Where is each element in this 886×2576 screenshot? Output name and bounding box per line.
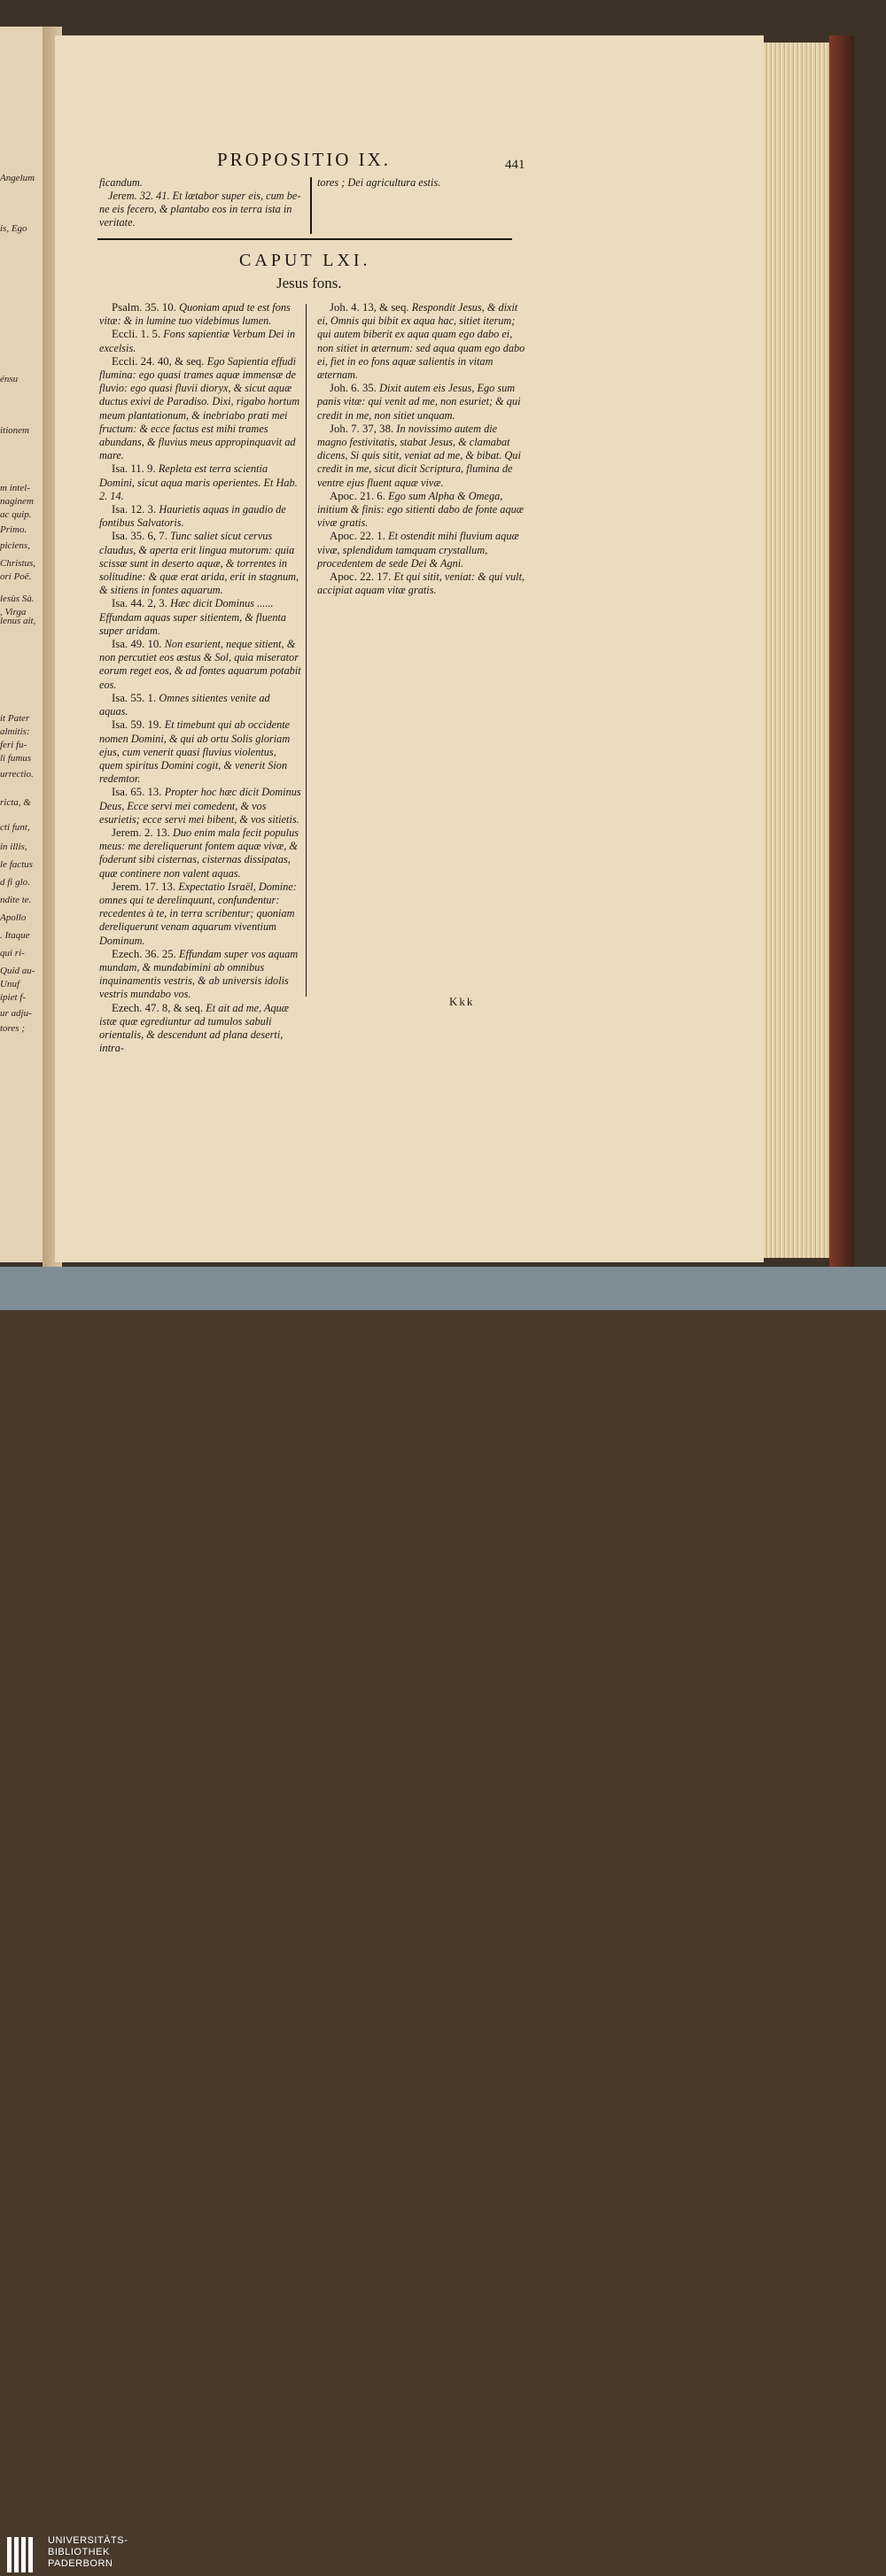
citation-ref: Isa. 44. 2, 3. — [112, 597, 171, 610]
left-page-fragment: . Itaque — [0, 930, 30, 941]
citation-ref: Isa. 11. 9. — [112, 462, 159, 476]
logo-line-3: PADERBORN — [48, 2558, 113, 2569]
citation-text: Et qui sitit, veniat: & qui vult, accipiat aquam vitæ gratis. — [317, 570, 525, 597]
page-header-title: PROPOSITIO IX. — [217, 149, 392, 170]
section-rule — [97, 238, 512, 240]
left-page-fragment: urrectio. — [0, 769, 34, 780]
column-divider — [306, 304, 307, 997]
citation-ref: Ezech. 36. 25. — [112, 947, 180, 960]
signature-mark: Kkk — [449, 995, 475, 1008]
left-page-fragment: Quid au- — [0, 966, 35, 976]
left-page-fragment: it Pater — [0, 713, 30, 724]
citation-entry — [99, 328, 301, 354]
citation-ref: Joh. 7. 37, 38. — [330, 422, 397, 435]
citation-text: Haurietis aquas in gaudio de fontibus Salvatoris. — [99, 503, 286, 530]
right-text-column — [317, 301, 526, 597]
left-page-fragment: ur adju- — [0, 1008, 32, 1019]
citation-entry — [99, 786, 301, 826]
citation-text: Ego Sapientia effudi flumina: ego quasi trames aquæ immensæ de fluvio: ego quasi fluvii dioryx, & sicut aquæ ductus exivi de Paradiso. Dixi, rigabo hortum meum plantationum, & inebriabo prati mei fructum: & ecce factus est mihi trames abundans, & fluvius meus appropinquavit ad mare. — [99, 354, 300, 462]
left-page-fragment: tores ; — [0, 1023, 26, 1034]
logo-line-1: UNIVERSITÄTS- — [48, 2535, 128, 2546]
citation-entry — [99, 355, 301, 463]
citation-entry — [99, 301, 301, 328]
left-page-fragment: Apollo — [0, 912, 27, 923]
citation-ref: Joh. 6. 35. — [330, 382, 380, 395]
left-page-fragment: naginem — [0, 496, 34, 507]
citation-entry — [99, 881, 301, 948]
left-page-edge — [0, 27, 45, 1262]
citation-text: In novissimo autem die magno festivitatis, stabat Jesus, & clamabat dicens, Si quis sitit, veniat ad me, & bibat. Qui credit in me, sicut dicit Scriptura, flumina de ventre ejus fluent aquæ vivæ. — [317, 422, 521, 489]
citation-entry — [99, 597, 301, 638]
citation-entry — [99, 530, 301, 597]
citation-ref: Isa. 59. 19. — [112, 718, 165, 732]
citation-entry — [317, 382, 526, 423]
citation-ref: Isa. 65. 13. — [112, 786, 165, 799]
left-page-fragment: almitis: — [0, 726, 30, 737]
logo-line-2: BIBLIOTHEK — [48, 2547, 110, 2557]
left-page-fragment: ac quip. — [0, 509, 32, 520]
citation-ref: Eccli. 24. 40, & seq. — [112, 354, 207, 368]
citation-text: Non esurient, neque sitient, & non percutiet eos æstus & Sol, quia miserator eorum reget eos, & ad fontes aquarum potabit eos. — [99, 638, 301, 691]
left-page-fragment: ipiet f- — [0, 992, 27, 1003]
citation-text: Respondit Jesus, & dixit ei, Omnis qui bibit ex aqua hac, sitiet iterum; qui autem biberit ex aqua quam ego dabo ei, non sitiet in æternum: sed aqua quam ego dabo ei, fiet in eo fons aquæ salientis in vitam æternam. — [317, 301, 525, 382]
citation-text: Fons sapientiæ Verbum Dei in excelsis. — [99, 328, 296, 354]
left-page-fragment: ndite te. — [0, 895, 32, 905]
left-page-fragment: cti funt, — [0, 822, 30, 833]
citation-entry — [317, 301, 526, 382]
library-footer — [0, 1267, 886, 2569]
left-page-fragment: itionem — [0, 425, 29, 436]
book-scan — [0, 0, 886, 1267]
top-line-3: ne eis fecero, & plantabo eos in terra ista in — [99, 203, 292, 215]
citation-entry — [317, 570, 526, 597]
citation-text: Ego sum Alpha & Omega, initium & finis: ego sitienti dabo de fonte aquæ vivæ gratis. — [317, 489, 524, 530]
citation-entry — [99, 638, 301, 692]
top-column-divider — [310, 177, 312, 234]
citation-entry — [99, 503, 301, 530]
top-line-2: Jerem. 32. 41. Et lætabor super eis, cum be- — [108, 190, 301, 202]
page-number: 441 — [505, 158, 525, 172]
top-line-1: ficandum. — [99, 176, 143, 189]
left-page-fragment: qui ri- — [0, 948, 25, 958]
citation-ref: Ezech. 47. 8, & seq. — [112, 1001, 206, 1014]
citation-ref: Jerem. 17. 13. — [112, 880, 179, 893]
page-edges — [760, 43, 833, 1258]
citation-entry — [99, 826, 301, 881]
citation-entry — [99, 692, 301, 718]
right-page — [55, 35, 764, 1262]
citation-ref: Jerem. 2. 13. — [112, 826, 173, 839]
citation-text: Repleta est terra scientia Domini, sicut aqua maris operientes. Et Hab. 2. 14. — [99, 462, 298, 502]
left-page-fragment: ricta, & — [0, 797, 31, 808]
university-logo-icon — [7, 2537, 41, 2572]
citation-ref: Isa. 12. 3. — [112, 503, 159, 516]
citation-text: Tunc saliet sicut cervus claudus, & aperta erit lingua mutorum: quia scissæ sunt in deserto aquæ, & torrentes in solitudine: & quæ erat arida, erit in stagnum, & sitiens in fontes aquarum. — [99, 530, 299, 597]
citation-ref: Isa. 35. 6, 7. — [112, 530, 171, 543]
left-page-fragment: lesùs Sà. — [0, 594, 35, 604]
top-line-4: veritate. — [99, 216, 136, 229]
left-page-fragment: in illis, — [0, 842, 27, 852]
citation-entry — [317, 530, 526, 570]
citation-ref: Psalm. 35. 10. — [112, 301, 180, 314]
left-page-fragment: Christus, — [0, 558, 36, 569]
chapter-title: CAPUT LXI. — [239, 251, 371, 270]
citation-ref: Joh. 4. 13, & seq. — [330, 301, 412, 314]
top-right-line: tores ; Dei agricultura estis. — [317, 176, 441, 189]
citation-text: Duo enim mala fecit populus meus: me dereliquerunt fontem aquæ vivæ, & foderunt sibi cisternas, cisternas dissipatas, quæ continere non valent aquas. — [99, 826, 299, 880]
left-page-fragment: ori Poë. — [0, 571, 32, 582]
left-text-column — [99, 301, 301, 1055]
left-page-fragment: Primo. — [0, 524, 27, 535]
left-page-fragment: Angelum — [0, 173, 35, 183]
citation-text: Et ait ad me, Aquæ istæ quæ egrediuntur ad tumulos sabuli orientalis, & descendunt ad plana deserti, intra- — [99, 1001, 289, 1055]
citation-entry — [99, 1002, 301, 1056]
left-page-fragment: lenus ait, — [0, 616, 36, 626]
citation-text: Effundam super vos aquam mundam, & mundabimini ab omnibus inquinamentis vestris, & ab universis idolis vestris mundabo vos. — [99, 947, 299, 1001]
citation-text: Omnes sitientes venite ad aquas. — [99, 691, 270, 718]
citation-ref: Isa. 49. 10. — [112, 638, 165, 651]
citation-text: Hæc dicit Dominus ...... Effundam aquas super sitientem, & fluenta super aridam. — [99, 597, 287, 637]
citation-entry — [99, 462, 301, 503]
citation-entry — [99, 948, 301, 1002]
book-binding — [829, 35, 854, 1267]
citation-entry — [99, 718, 301, 786]
citation-entry — [317, 423, 526, 490]
left-page-fragment: , Virga — [0, 607, 27, 617]
citation-text: Expectatio Israël, Domine: omnes qui te derelinquunt, confundentur: recedentes à te, in terra scribentur; quoniam dereliquerunt venam aquarum viventium Dominum. — [99, 880, 297, 947]
citation-text: Propter hoc hæc dicit Dominus Deus, Ecce servi mei comedent, & vos esurietis; ecce servi mei bibent, & vos sitietis. — [99, 786, 301, 826]
citation-text: Et ostendit mihi fluvium aquæ vivæ, splendidum tamquam crystallum, procedentem de sede Dei & Agni. — [317, 530, 519, 570]
left-page-fragment: li fumus — [0, 753, 32, 764]
left-page-fragment: le factus — [0, 859, 33, 870]
citation-text: Et timebunt qui ab occidente nomen Domini, & qui ab ortu Solis gloriam ejus, cum venerit quasi fluvius violentus, quem spiritus Domini cogit, & venerit Sion redemtor. — [99, 718, 291, 786]
citation-ref: Apoc. 21. 6. — [330, 489, 389, 502]
left-page-fragment: is, Ego — [0, 223, 27, 234]
left-page-fragment: piciens, — [0, 540, 30, 551]
left-page-fragment: énsu — [0, 374, 19, 384]
citation-ref: Eccli. 1. 5. — [112, 328, 164, 341]
citation-entry — [317, 490, 526, 531]
left-page-fragment: m intel- — [0, 483, 30, 493]
citation-ref: Isa. 55. 1. — [112, 691, 159, 704]
chapter-subtitle: Jesus fons. — [276, 275, 342, 291]
left-page-fragment: d fi glo. — [0, 877, 30, 888]
left-page-fragment: Unuf — [0, 979, 19, 989]
left-page-fragment: feri fu- — [0, 740, 27, 750]
citation-ref: Apoc. 22. 17. — [330, 570, 394, 584]
citation-text: Quoniam apud te est fons vitæ: & in lumine tuo videbimus lumen. — [99, 301, 291, 328]
citation-ref: Apoc. 22. 1. — [330, 530, 389, 543]
citation-text: Dixit autem eis Jesus, Ego sum panis vitæ: qui venit ad me, non esuriet; & qui credit in me, non sitiet unquam. — [317, 382, 521, 422]
library-logo-text — [48, 2535, 128, 2570]
